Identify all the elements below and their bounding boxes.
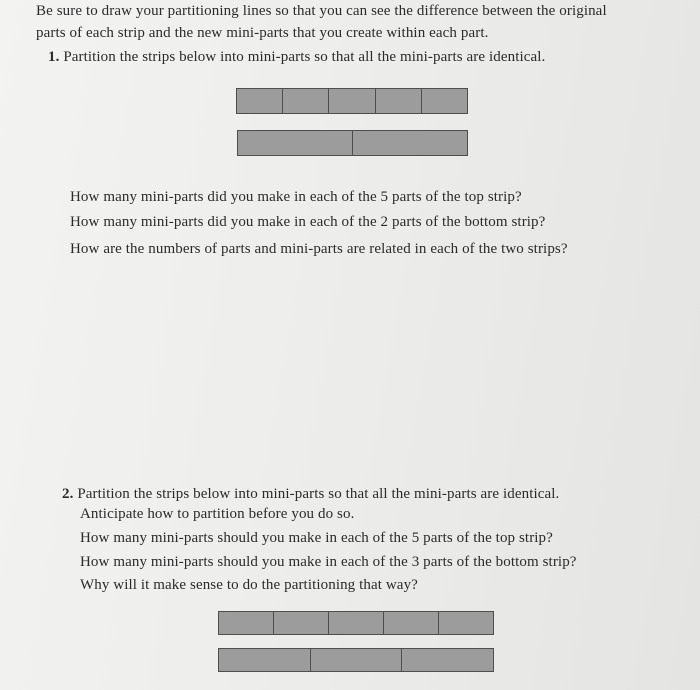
strip-part	[329, 612, 384, 634]
strip-part	[283, 89, 329, 113]
q2-subquestion-1: How many mini-parts should you make in each of the 5 parts of the top strip?	[80, 530, 553, 546]
strip-part	[219, 649, 311, 671]
question-1-text: Partition the strips below into mini-parts so that all the mini-parts are identical.	[63, 49, 546, 65]
q2-top-strip	[218, 611, 494, 635]
strip-part	[274, 612, 329, 634]
question-2-number: 2.	[62, 486, 74, 502]
strip-part	[238, 131, 353, 155]
strip-part	[422, 89, 467, 113]
strip-part	[353, 131, 467, 155]
strip-part	[376, 89, 422, 113]
question-1-prompt	[48, 48, 545, 66]
question-2-text: Partition the strips below into mini-parts so that all the mini-parts are identical.	[77, 486, 560, 502]
intro-line-2: parts of each strip and the new mini-parts that you create within each part.	[36, 25, 489, 41]
q2-prompt-line-2: Anticipate how to partition before you do so.	[80, 506, 355, 522]
strip-part	[329, 89, 375, 113]
strip-part	[439, 612, 493, 634]
q1-subquestion-2: How many mini-parts did you make in each of the 2 parts of the bottom strip?	[70, 214, 546, 230]
q1-subquestion-3: How are the numbers of parts and mini-parts are related in each of the two strips?	[70, 241, 568, 257]
question-1-number: 1.	[48, 49, 60, 65]
q2-subquestion-3: Why will it make sense to do the partitioning that way?	[80, 577, 418, 593]
strip-part	[219, 612, 274, 634]
q1-top-strip	[236, 88, 468, 114]
q2-subquestion-2: How many mini-parts should you make in each of the 3 parts of the bottom strip?	[80, 554, 577, 570]
question-2-prompt	[62, 485, 559, 503]
q2-bottom-strip	[218, 648, 494, 672]
q1-bottom-strip	[237, 130, 468, 156]
strip-part	[311, 649, 403, 671]
q1-subquestion-1: How many mini-parts did you make in each of the 5 parts of the top strip?	[70, 189, 522, 205]
strip-part	[384, 612, 439, 634]
strip-part	[402, 649, 493, 671]
strip-part	[237, 89, 283, 113]
intro-line-1: Be sure to draw your partitioning lines so that you can see the difference between the original	[36, 3, 607, 19]
